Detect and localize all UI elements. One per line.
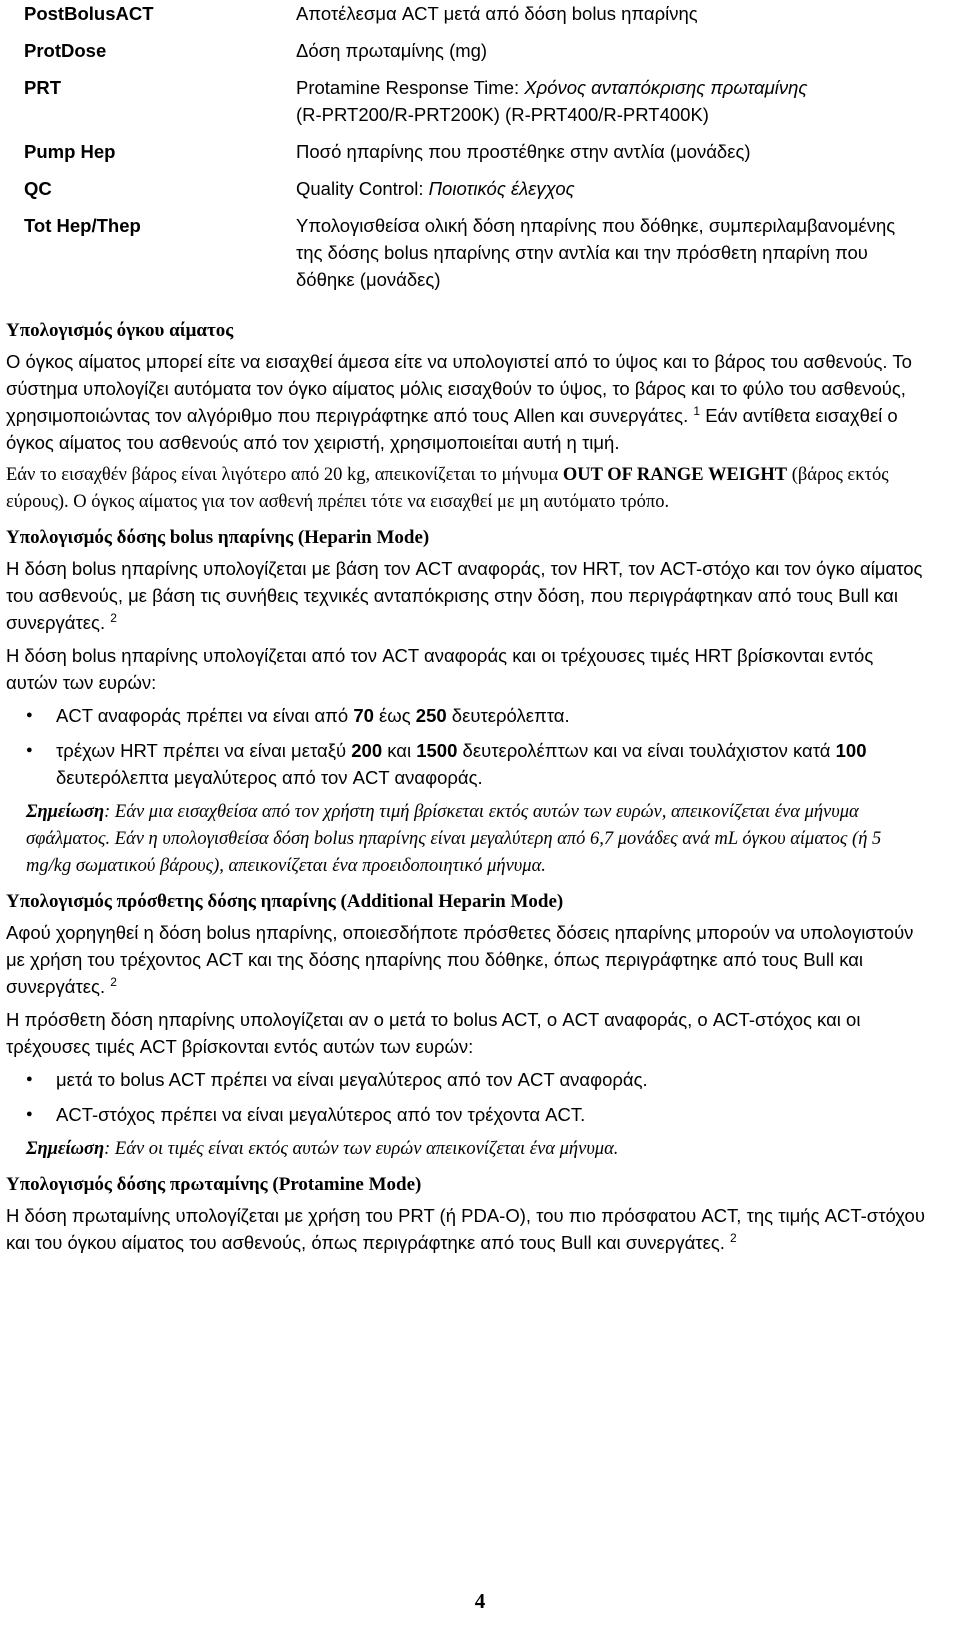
list-item-text: δευτερολέπτων και να είναι τουλάχιστον κατά [457, 740, 836, 761]
paragraph: Η πρόσθετη δόση ηπαρίνης υπολογίζεται αν ο μετά το bolus ACT, ο ACT αναφοράς, ο ACT-στόχος και οι τρέχουσες τιμές ACT βρίσκονται εντός αυτών των ευρών: [6, 1009, 861, 1057]
paragraph [6, 555, 926, 636]
definition-term: ProtDose [24, 40, 107, 61]
paragraph-text: Εάν το εισαχθέν βάρος είναι λιγότερο από 20 kg, απεικονίζεται το μήνυμα [6, 465, 563, 485]
reference-marker: 1 [693, 403, 701, 418]
list-item [56, 737, 926, 791]
note-label: Σημείωση [26, 802, 105, 822]
paragraph-text: Αφού χορηγηθεί η δόση bolus ηπαρίνης, οποιεσδήποτε πρόσθετες δόσεις ηπαρίνης μπορούν να υπολογιστούν με χρήση του τρέχοντος ACT και της δόσης ηπαρίνης που δόθηκε, όπως περιγράφτηκε από τους Bull και συνεργάτες. [6, 922, 914, 997]
range-list [6, 702, 926, 791]
reference-marker: 2 [110, 974, 117, 989]
definition-row [24, 212, 926, 303]
definition-row [24, 37, 926, 74]
paragraph: Η δόση bolus ηπαρίνης υπολογίζεται από τον ACT αναφοράς και οι τρέχουσες τιμές HRT βρίσκονται εντός αυτών των ευρών: [6, 645, 874, 693]
paragraph [6, 1202, 926, 1256]
list-item [56, 702, 926, 729]
section-heading-protamine-mode: Υπολογισμός δόσης πρωταμίνης (Protamine Mode) [6, 1174, 422, 1195]
range-value: 1500 [416, 740, 458, 761]
paragraph-text: (βάρος εκτός εύρους). Ο όγκος αίματος για τον ασθενή πρέπει τότε να εισαχθεί με μη αυτόματο τρόπο. [6, 465, 889, 512]
range-value: 70 [353, 705, 374, 726]
paragraph-text: Ο όγκος αίματος μπορεί είτε να εισαχθεί άμεσα είτε να υπολογιστεί από το ύψος και το βάρος του ασθενούς. Το σύστημα υπολογίζει αυτόματα τον όγκο αίματος μόλις εισαχθούν το ύψος, το βάρος και το φύλο του ασθενούς, χρησιμοποιώντας τον αλγόριθμο που περιγράφτηκε από τους Allen και συνεργάτες. [6, 351, 912, 426]
paragraph-text: Η δόση bolus ηπαρίνης υπολογίζεται με βάση τον ACT αναφοράς, τον HRT, τον ACT-στόχο και τον όγκο αίματος του ασθενούς, με βάση τις συνήθεις τεχνικές ανταπόκρισης στην δόση, που περιγράφτηκαν από τους Bull και συνεργάτες. [6, 558, 923, 633]
definition-row [24, 0, 926, 37]
document-page [6, 0, 926, 1262]
definition-term: PRT [24, 77, 61, 98]
definition-desc: Αποτέλεσμα ACT μετά από δόση bolus ηπαρίνης [296, 3, 698, 24]
note [26, 1136, 926, 1163]
definitions-table [24, 0, 926, 303]
definition-term: Pump Hep [24, 141, 116, 162]
range-value: 100 [835, 740, 867, 761]
note [26, 799, 926, 880]
note-text: : Εάν οι τιμές είναι εκτός αυτών των ευρών απεικονίζεται ένα μήνυμα. [104, 1139, 619, 1159]
definition-term: PostBolusACT [24, 3, 154, 24]
section-heading-blood-volume: Υπολογισμός όγκου αίματος [6, 320, 234, 341]
paragraph [6, 919, 926, 1000]
definition-row [24, 74, 926, 138]
page-number: 4 [474, 1589, 486, 1613]
paragraph-text: Η δόση πρωταμίνης υπολογίζεται με χρήση του PRT (ή PDA-O), του πιο πρόσφατου ACT, της τιμής ACT-στόχου και του όγκου αίματος του ασθενούς, όπως περιγράφτηκε από τους Bull και συνεργάτες. [6, 1205, 925, 1253]
definition-desc: Δόση πρωταμίνης (mg) [296, 40, 488, 61]
definition-term: QC [24, 178, 52, 199]
note-label: Σημείωση [26, 1139, 105, 1159]
note-text: : Εάν μια εισαχθείσα από τον χρήστη τιμή βρίσκεται εκτός αυτών των ευρών, απεικονίζεται ένα μήνυμα σφάλματος. Εάν η υπολογισθείσα δόση bolus ηπαρίνης είναι μεγαλύτερη από 6,7 μονάδες ανά mL όγκου αίματος (ή 5 mg/kg σωματικού βάρους), απεικονίζεται ένα προειδοποιητικό μήνυμα. [26, 802, 882, 876]
definition-desc [296, 175, 926, 212]
definition-desc-plain: Protamine Response Time: [296, 77, 525, 98]
warning-message-text: OUT OF RANGE WEIGHT [562, 465, 788, 485]
paragraph-text: Εάν αντίθετα εισαχθεί ο όγκος αίματος του ασθενούς από τον χειριστή, χρησιμοποιείται αυτή η τιμή. [6, 405, 898, 453]
paragraph [6, 462, 926, 516]
list-item-text: δευτερόλεπτα μεγαλύτερος από τον ACT αναφοράς. [56, 767, 483, 788]
range-value: 200 [351, 740, 383, 761]
list-item-text: δευτερόλεπτα. [446, 705, 570, 726]
paragraph [6, 348, 926, 456]
definition-desc-plain: Quality Control: [296, 178, 429, 199]
reference-marker: 2 [110, 610, 117, 625]
list-item: ● ACT-στόχος πρέπει να είναι μεγαλύτερος από τον τρέχοντα ACT. [56, 1101, 926, 1128]
list-item-text: ACT αναφοράς πρέπει να είναι από [56, 705, 354, 726]
list-item-text: έως [373, 705, 416, 726]
reference-marker: 2 [730, 1230, 737, 1245]
definition-row [24, 138, 926, 175]
definition-desc: Υπολογισθείσα ολική δόση ηπαρίνης που δόθηκε, συμπεριλαμβανομένης της δόσης bolus ηπαρίνης στην αντλία και την πρόσθετη ηπαρίνη που δόθηκε (μονάδες) [296, 215, 896, 290]
definition-desc [296, 74, 926, 138]
definition-desc: Ποσό ηπαρίνης που προστέθηκε στην αντλία (μονάδες) [296, 141, 751, 162]
list-item: ● μετά το bolus ACT πρέπει να είναι μεγαλύτερος από τον ACT αναφοράς. [56, 1066, 926, 1093]
range-value: 250 [415, 705, 447, 726]
section-heading-heparin-mode: Υπολογισμός δόσης bolus ηπαρίνης (Heparin Mode) [6, 527, 430, 548]
list-item-text: τρέχων HRT πρέπει να είναι μεταξύ [56, 740, 352, 761]
definition-desc-line2: (R-PRT200/R-PRT200K) (R-PRT400/R-PRT400K) [296, 104, 709, 125]
definition-desc-italic: Ποιοτικός έλεγχος [428, 178, 575, 199]
list-item-text: και [382, 740, 417, 761]
section-heading-additional-heparin: Υπολογισμός πρόσθετης δόσης ηπαρίνης (Additional Heparin Mode) [6, 891, 564, 912]
definition-desc-italic: Χρόνος ανταπόκρισης πρωταμίνης [524, 77, 808, 98]
definition-term: Tot Hep/Thep [24, 215, 141, 236]
definition-row [24, 175, 926, 212]
range-list [6, 1066, 926, 1128]
